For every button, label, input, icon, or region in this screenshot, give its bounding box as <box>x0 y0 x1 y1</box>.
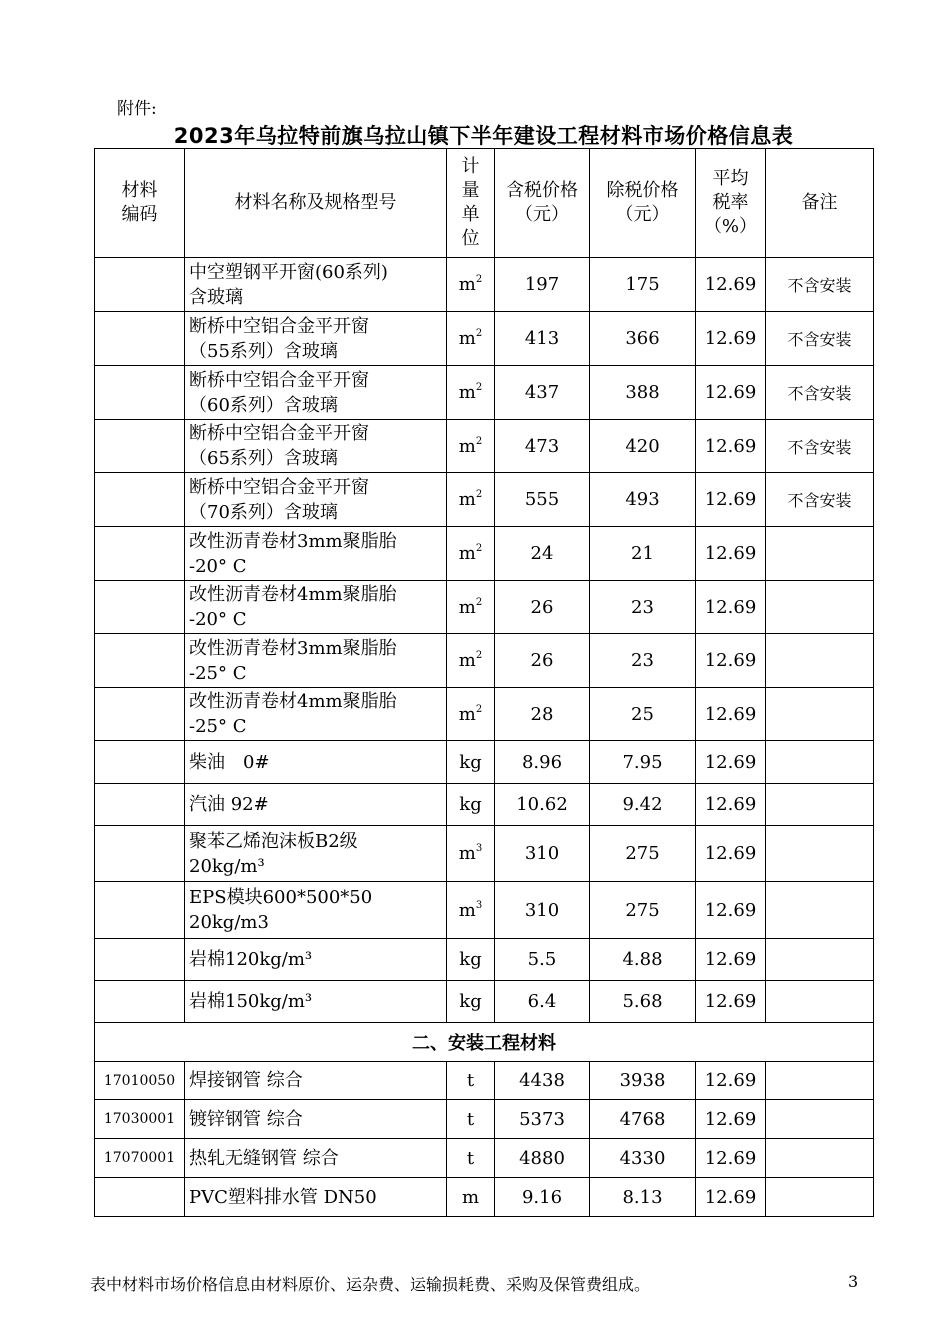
table-row <box>95 1178 874 1217</box>
unit-text: t <box>466 1147 475 1169</box>
unit-text: m <box>461 1186 480 1208</box>
table-row <box>95 634 874 688</box>
table-row <box>95 939 874 981</box>
table-row <box>95 1139 874 1178</box>
unit-text: m <box>458 435 476 457</box>
table-row <box>95 312 874 366</box>
price-with-tax: 5.5 <box>495 939 590 981</box>
unit-exponent: 2 <box>475 489 483 500</box>
price-with-tax: 4880 <box>495 1139 590 1178</box>
tax-rate: 12.69 <box>696 1100 766 1139</box>
page-number: 3 <box>848 1272 859 1291</box>
price-without-tax: 4330 <box>590 1139 696 1178</box>
unit-text: m <box>458 899 476 921</box>
unit-cell <box>447 634 495 688</box>
tax-rate: 12.69 <box>696 784 766 826</box>
unit-cell <box>447 258 495 312</box>
tax-rate: 12.69 <box>696 366 766 420</box>
unit-cell <box>447 784 495 826</box>
unit-cell <box>447 312 495 366</box>
tax-rate: 12.69 <box>696 826 766 882</box>
header-price-tax: 含税价格 （元） <box>495 149 590 258</box>
material-name: 断桥中空铝合金平开窗 （60系列）含玻璃 <box>185 366 447 420</box>
price-without-tax: 4.88 <box>590 939 696 981</box>
unit-text: m <box>458 328 476 349</box>
price-without-tax: 23 <box>590 581 696 634</box>
remark <box>766 527 874 581</box>
unit-exponent: 3 <box>475 899 483 911</box>
material-name: EPS模块600*500*50 20kg/m3 <box>185 882 447 939</box>
material-code <box>95 981 185 1023</box>
unit-cell <box>447 826 495 882</box>
price-with-tax: 9.16 <box>495 1178 590 1217</box>
price-without-tax: 388 <box>590 366 696 420</box>
unit-exponent: 2 <box>475 703 483 715</box>
material-code: 17010050 <box>95 1062 185 1100</box>
unit-exponent: 3 <box>475 843 483 854</box>
page-title: 2023年乌拉特前旗乌拉山镇下半年建设工程材料市场价格信息表 <box>173 124 794 148</box>
price-with-tax: 4438 <box>495 1062 590 1100</box>
section-title: 二、安装工程材料 <box>95 1023 874 1062</box>
tax-rate: 12.69 <box>696 527 766 581</box>
tax-rate: 12.69 <box>696 258 766 312</box>
unit-text: t <box>466 1070 475 1091</box>
material-name: 岩棉120kg/m³ <box>185 939 447 981</box>
price-without-tax: 25 <box>590 688 696 741</box>
material-name: 改性沥青卷材3mm聚脂胎 -20° C <box>185 527 447 581</box>
price-with-tax: 6.4 <box>495 981 590 1023</box>
material-name: 热轧无缝钢管 综合 <box>185 1139 447 1178</box>
header-price-notax: 除税价格 （元） <box>590 149 696 258</box>
tax-rate: 12.69 <box>696 634 766 688</box>
price-without-tax: 175 <box>590 258 696 312</box>
price-table <box>94 148 874 1217</box>
unit-text: m <box>458 274 476 295</box>
price-with-tax: 10.62 <box>495 784 590 826</box>
remark <box>766 939 874 981</box>
unit-text: kg <box>459 794 482 815</box>
unit-text: kg <box>459 751 482 773</box>
price-without-tax: 4768 <box>590 1100 696 1139</box>
material-code <box>95 473 185 527</box>
header-tax-rate: 平均 税率 （%） <box>696 149 766 258</box>
unit-cell <box>447 1178 495 1217</box>
material-name: 中空塑钢平开窗(60系列) 含玻璃 <box>185 258 447 312</box>
price-with-tax: 437 <box>495 366 590 420</box>
material-code <box>95 688 185 741</box>
price-without-tax: 366 <box>590 312 696 366</box>
unit-text: t <box>466 1108 475 1130</box>
material-code <box>95 741 185 784</box>
tax-rate: 12.69 <box>696 688 766 741</box>
table-row <box>95 366 874 420</box>
header-unit: 计 量 单 位 <box>447 149 495 258</box>
remark <box>766 1100 874 1139</box>
tax-rate: 12.69 <box>696 473 766 527</box>
price-without-tax: 5.68 <box>590 981 696 1023</box>
footer-note: 表中材料市场价格信息由材料原价、运杂费、运输损耗费、采购及保管费组成。 <box>90 1275 651 1294</box>
unit-exponent: 2 <box>475 543 483 554</box>
material-code <box>95 939 185 981</box>
table-row <box>95 1100 874 1139</box>
remark <box>766 826 874 882</box>
remark <box>766 981 874 1023</box>
remark <box>766 634 874 688</box>
tax-rate: 12.69 <box>696 882 766 939</box>
remark <box>766 1062 874 1100</box>
unit-cell <box>447 939 495 981</box>
unit-exponent: 2 <box>475 382 483 393</box>
unit-cell <box>447 882 495 939</box>
unit-exponent: 2 <box>475 274 483 285</box>
price-with-tax: 310 <box>495 826 590 882</box>
material-name: 聚苯乙烯泡沫板B2级 20kg/m³ <box>185 826 447 882</box>
price-with-tax: 5373 <box>495 1100 590 1139</box>
material-code <box>95 258 185 312</box>
material-code <box>95 366 185 420</box>
material-name: 改性沥青卷材3mm聚脂胎 -25° C <box>185 634 447 688</box>
tax-rate: 12.69 <box>696 1062 766 1100</box>
table-row <box>95 420 874 473</box>
price-without-tax: 275 <box>590 826 696 882</box>
price-with-tax: 473 <box>495 420 590 473</box>
price-with-tax: 8.96 <box>495 741 590 784</box>
remark <box>766 741 874 784</box>
material-code <box>95 312 185 366</box>
remark: 不含安装 <box>766 312 874 366</box>
tax-rate: 12.69 <box>696 939 766 981</box>
unit-text: m <box>458 596 476 618</box>
unit-cell <box>447 981 495 1023</box>
price-without-tax: 9.42 <box>590 784 696 826</box>
price-with-tax: 197 <box>495 258 590 312</box>
material-code <box>95 527 185 581</box>
material-name: 改性沥青卷材4mm聚脂胎 -25° C <box>185 688 447 741</box>
remark: 不含安装 <box>766 420 874 473</box>
remark <box>766 581 874 634</box>
table-row <box>95 882 874 939</box>
material-code <box>95 784 185 826</box>
remark <box>766 688 874 741</box>
tax-rate: 12.69 <box>696 581 766 634</box>
price-with-tax: 555 <box>495 473 590 527</box>
material-code <box>95 581 185 634</box>
remark <box>766 882 874 939</box>
material-name: 镀锌钢管 综合 <box>185 1100 447 1139</box>
table-row <box>95 581 874 634</box>
unit-cell <box>447 581 495 634</box>
material-name: 断桥中空铝合金平开窗 （70系列）含玻璃 <box>185 473 447 527</box>
price-with-tax: 310 <box>495 882 590 939</box>
price-without-tax: 7.95 <box>590 741 696 784</box>
material-name: 焊接钢管 综合 <box>185 1062 447 1100</box>
table-row <box>95 741 874 784</box>
header-row <box>95 149 874 258</box>
material-code <box>95 826 185 882</box>
unit-cell <box>447 527 495 581</box>
header-name: 材料名称及规格型号 <box>185 149 447 258</box>
table-row <box>95 826 874 882</box>
unit-text: m <box>458 650 476 671</box>
price-with-tax: 26 <box>495 634 590 688</box>
price-without-tax: 3938 <box>590 1062 696 1100</box>
section-row <box>95 1023 874 1062</box>
price-with-tax: 24 <box>495 527 590 581</box>
tax-rate: 12.69 <box>696 981 766 1023</box>
unit-text: m <box>458 489 476 510</box>
price-with-tax: 26 <box>495 581 590 634</box>
unit-text: kg <box>459 949 482 970</box>
table-row <box>95 473 874 527</box>
attachment-label: 附件: <box>117 99 157 119</box>
price-with-tax: 413 <box>495 312 590 366</box>
unit-exponent: 2 <box>475 328 483 339</box>
unit-text: m <box>458 843 476 864</box>
material-name: PVC塑料排水管 DN50 <box>185 1178 447 1217</box>
price-without-tax: 493 <box>590 473 696 527</box>
remark <box>766 1178 874 1217</box>
unit-exponent: 2 <box>475 435 483 447</box>
price-without-tax: 275 <box>590 882 696 939</box>
material-code <box>95 1178 185 1217</box>
price-without-tax: 23 <box>590 634 696 688</box>
tax-rate: 12.69 <box>696 1178 766 1217</box>
header-code: 材料 编码 <box>95 149 185 258</box>
table-row <box>95 981 874 1023</box>
unit-text: kg <box>459 991 482 1012</box>
price-without-tax: 8.13 <box>590 1178 696 1217</box>
material-name: 断桥中空铝合金平开窗 （55系列）含玻璃 <box>185 312 447 366</box>
unit-cell <box>447 420 495 473</box>
unit-cell <box>447 366 495 420</box>
table-row <box>95 258 874 312</box>
table-row <box>95 1062 874 1100</box>
remark <box>766 784 874 826</box>
table-row <box>95 784 874 826</box>
table-row <box>95 527 874 581</box>
tax-rate: 12.69 <box>696 1139 766 1178</box>
unit-cell <box>447 1062 495 1100</box>
unit-cell <box>447 473 495 527</box>
material-code <box>95 420 185 473</box>
material-name: 改性沥青卷材4mm聚脂胎 -20° C <box>185 581 447 634</box>
unit-exponent: 2 <box>475 596 483 608</box>
material-name: 岩棉150kg/m³ <box>185 981 447 1023</box>
unit-cell <box>447 741 495 784</box>
price-without-tax: 420 <box>590 420 696 473</box>
price-without-tax: 21 <box>590 527 696 581</box>
unit-exponent: 2 <box>475 650 483 661</box>
remark <box>766 1139 874 1178</box>
price-with-tax: 28 <box>495 688 590 741</box>
material-code <box>95 634 185 688</box>
unit-cell <box>447 1100 495 1139</box>
unit-cell <box>447 688 495 741</box>
remark: 不含安装 <box>766 366 874 420</box>
material-code <box>95 882 185 939</box>
unit-text: m <box>458 382 476 403</box>
tax-rate: 12.69 <box>696 420 766 473</box>
material-code: 17070001 <box>95 1139 185 1178</box>
material-name: 柴油 0# <box>185 741 447 784</box>
unit-cell <box>447 1139 495 1178</box>
material-code: 17030001 <box>95 1100 185 1139</box>
remark: 不含安装 <box>766 258 874 312</box>
tax-rate: 12.69 <box>696 741 766 784</box>
tax-rate: 12.69 <box>696 312 766 366</box>
unit-text: m <box>458 703 476 725</box>
material-name: 断桥中空铝合金平开窗 （65系列）含玻璃 <box>185 420 447 473</box>
table-row <box>95 688 874 741</box>
header-remark: 备注 <box>766 149 874 258</box>
material-name: 汽油 92# <box>185 784 447 826</box>
unit-text: m <box>458 543 476 564</box>
remark: 不含安装 <box>766 473 874 527</box>
